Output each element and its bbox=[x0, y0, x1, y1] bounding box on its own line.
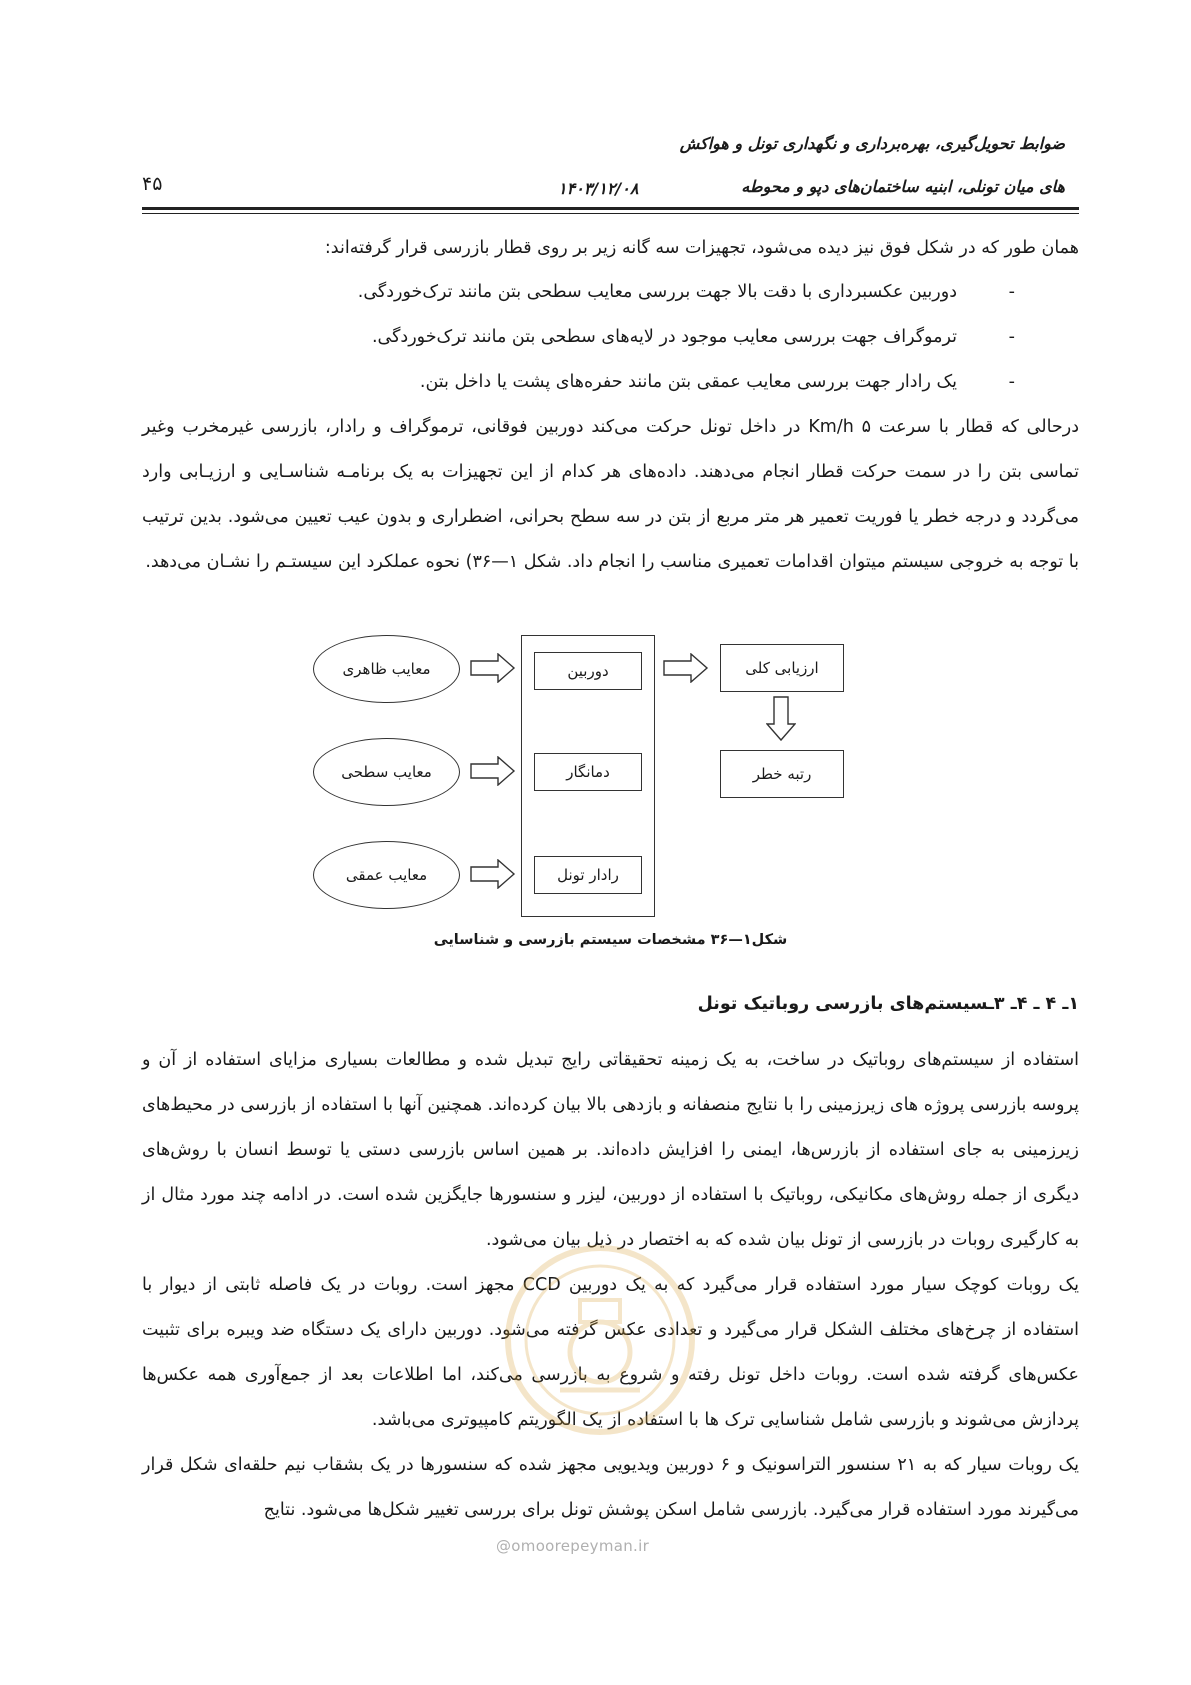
right-arrow-icon bbox=[470, 653, 516, 683]
bullet-dash: - bbox=[1008, 282, 1015, 302]
device-box-camera: دوربین bbox=[534, 652, 642, 690]
defect-ellipse-surface: معایب سطحی bbox=[313, 738, 460, 806]
watermark-seal-icon bbox=[500, 1240, 700, 1440]
header-title-line2: های میان تونلی، ابنیه ساختمان‌های دپو و محوطه bbox=[741, 177, 1065, 196]
list-item: -دوربین عکسبرداری با دقت بالا جهت بررسی معایب سطحی بتن مانند ترک‌خوردگی. bbox=[255, 270, 1015, 315]
body-paragraph-1: درحالی که قطار با سرعت Km/h ۵ در داخل تونل حرکت می‌کند دوربین فوقانی، ترموگراف و رادار، بازرسی غیرمخرب وغیر تماسی بتن را در سمت حرکت قطار انجام می‌دهند. داده‌های هر کدام از این تجهیزات به یک برنامـه شناسـایی و ارزیـابی وارد می‌گردد و درجه خطر یا فوریت تعمیر هر متر مربع از بتن در سه سطح بحرانی، اضطراری و بدون عیب تعیین می‌شود. بدین ترتیب با توجه به خروجی سیستم میتوان اقدامات تعمیری مناسب را انجام داد. شکل ۱—۳۶) نحوه عملکرد این سیستـم را نشـان می‌دهد. bbox=[142, 417, 1079, 572]
right-arrow-icon bbox=[663, 653, 709, 683]
defect-ellipse-deep: معایب عمقی bbox=[313, 841, 460, 909]
figure-caption: شکل۱—۳۶ مشخصات سیستم بازرسی و شناسایی bbox=[433, 932, 788, 948]
device-box-radar: رادار تونل bbox=[534, 856, 642, 894]
body-paragraph-3: یک روبات کوچک سیار مورد استفاده قرار می‌گیرد که به یک دوربین CCD مجهز است. روبات در یک فاصله ثابتی از دیوار با استفاده از چرخ‌های مختلف الشکل قرار می‌گیرد و تعدادی عکس گرفته می‌شود. دوربین دارای یک دستگاه ضد ویبره برای تثبیت عکس‌های گرفته شده است. روبات داخل تونل رفته و شروع به بازرسی می‌کند، اما اطلاعات بعد از جمع‌آوری همه عکس‌ها پردازش می‌شوند و بازرسی شامل شناسایی ترک ها با استفاده از یک الگوریتم کامپیوتری می‌باشد. bbox=[142, 1275, 1080, 1430]
watermark-url: @omoorepeyman.ir bbox=[496, 1537, 650, 1555]
body-paragraph-4: یک روبات سیار که به ۲۱ سنسور التراسونیک و ۶ دوربین ویدیویی مجهز شده که سنسورها در یک بشقاب نیم حلقه‌ای شکل قرار می‌گیرند مورد استفاده قرار می‌گیرد. بازرسی شامل اسکن پوشش تونل برای بررسی تغییر شکل‌ها می‌شود. نتایج bbox=[142, 1455, 1079, 1520]
risk-rating-box: رتبه خطر bbox=[720, 750, 844, 798]
intro-paragraph: همان طور که در شکل فوق نیز دیده می‌شود، تجهیزات سه گانه زیر بر روی قطار بازرسی قرار گرفته‌اند: bbox=[324, 238, 1079, 258]
header-date: ۱۴۰۳/۱۲/۰۸ bbox=[558, 179, 639, 198]
equipment-list bbox=[255, 270, 1015, 405]
defect-ellipse-visual: معایب ظاهری bbox=[313, 635, 460, 703]
body-paragraph-2: استفاده از سیستم‌های روباتیک در ساخت، به یک زمینه تحقیقاتی رایج تبدیل شده و مطالعات بسیاری مزایای استفاده از آن و پروسه بازرسی پروژه های زیرزمینی را با نتایج منصفانه و بازدهی بالا بیان کرده‌اند. همچنین آنها با استفاده از بازرسی در محیط‌های زیرزمینی به جای استفاده از بازرس‌ها، ایمنی را افزایش داده‌اند. بر همین اساس بازرسی دستی یا توسط انسان با روش‌های دیگری از جمله روش‌های مکانیکی، روباتیک با استفاده از دوربین، لیزر و سنسورها جایگزین شده است. در ادامه چند مورد مثال از به کارگیری روبات در بازرسی از تونل بیان شده که به اختصار در ذیل بیان می‌شود. bbox=[142, 1050, 1079, 1250]
header-title-line1: ضوابط تحویل‌گیری، بهره‌برداری و نگهداری تونل و هواکش bbox=[679, 134, 1065, 153]
list-item: -یک رادار جهت بررسی معایب عمقی بتن مانند حفره‌های پشت یا داخل بتن. bbox=[255, 360, 1015, 405]
section-heading: ۱ـ ۴ ـ ۴ـ ۳ـسیستم‌های بازرسی روباتیک تونل bbox=[697, 994, 1079, 1014]
inspection-system-diagram bbox=[308, 630, 868, 920]
device-box-thermograph: دمانگار bbox=[534, 753, 642, 791]
bullet-dash: - bbox=[1008, 372, 1015, 392]
header-rule-thin bbox=[142, 213, 1079, 214]
page-number: ۴۵ bbox=[142, 173, 163, 195]
evaluation-box: ارزیابی کلی bbox=[720, 644, 844, 692]
right-arrow-icon bbox=[470, 756, 516, 786]
down-arrow-icon bbox=[766, 696, 796, 742]
bullet-dash: - bbox=[1008, 327, 1015, 347]
header-rule-thick bbox=[142, 207, 1079, 210]
right-arrow-icon bbox=[470, 859, 516, 889]
list-item: -ترموگراف جهت بررسی معایب موجود در لایه‌های سطحی بتن مانند ترک‌خوردگی. bbox=[255, 315, 1015, 360]
